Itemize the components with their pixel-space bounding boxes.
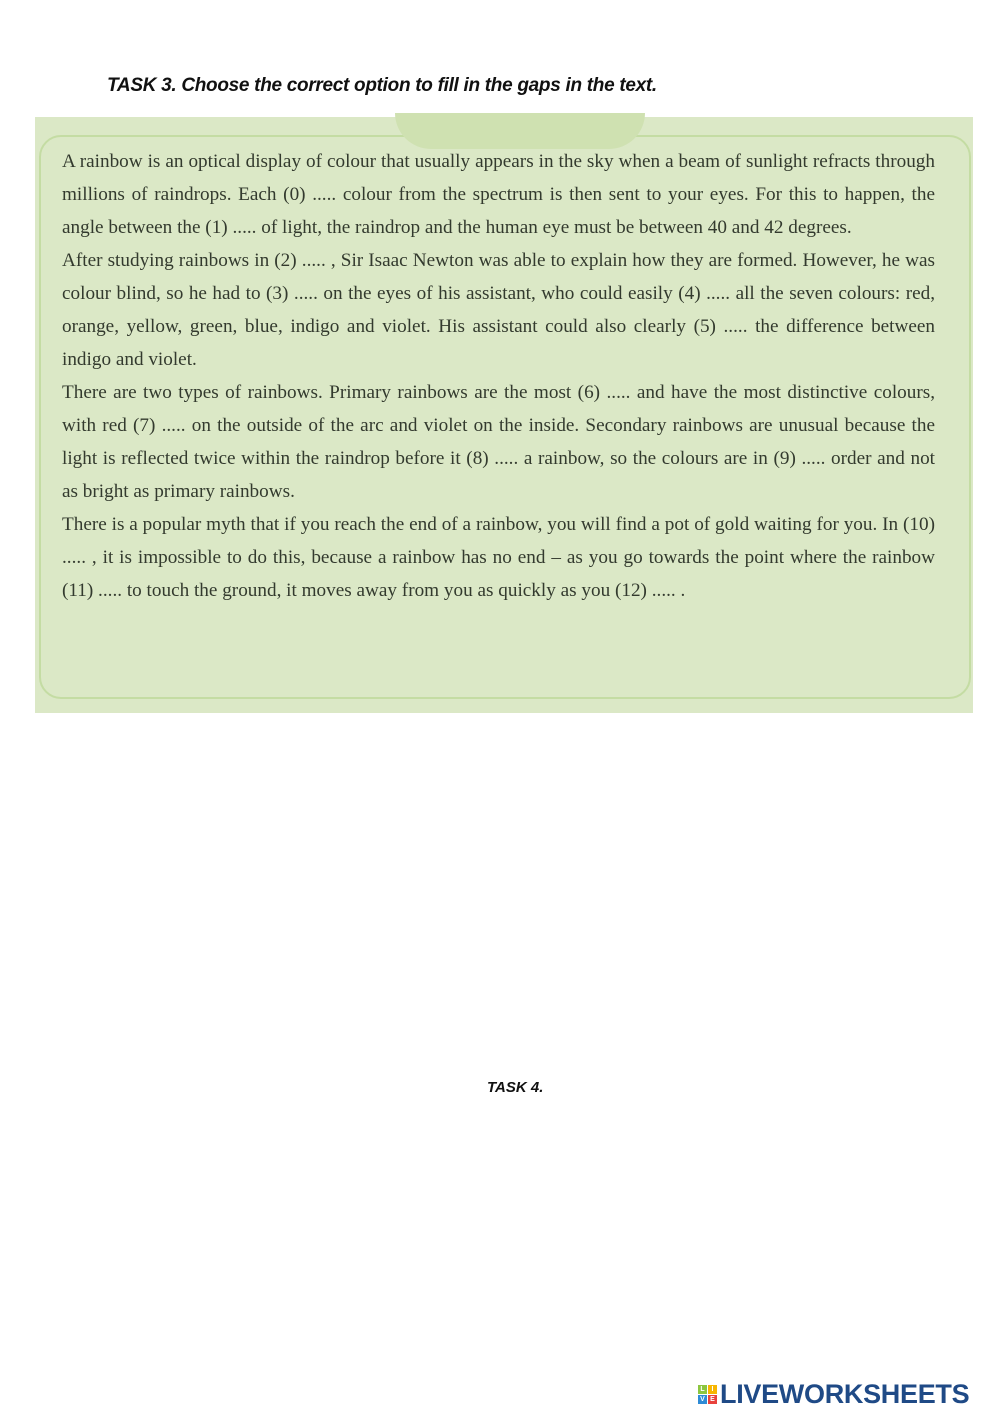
paragraph-1: A rainbow is an optical display of colour that usually appears in the sky when a beam of sunlight refracts through millions of raindrops. Each (0) ..... colour from the spectrum is then sent to your eyes. For this to happen, the angle between the (1) ..... of light, the raindrop and the human eye must be between 40 and 42 degrees.: [62, 151, 935, 238]
paragraph-4: There is a popular myth that if you reach the end of a rainbow, you will find a pot of gold waiting for you. In (10) ..... , it is impossible to do this, because a rainbow has no end – as you go towards the point where the rainbow (11) ..... to touch the ground, it moves away from you as quickly as you (12) ..... .: [62, 514, 935, 601]
reading-passage-image: [35, 117, 973, 713]
logo-letter: E: [708, 1395, 717, 1404]
logo-letter: L: [698, 1385, 707, 1394]
logo-text: LIVEWORKSHEETS: [720, 1379, 970, 1409]
paragraph-2: After studying rainbows in (2) ..... , Sir Isaac Newton was able to explain how they are formed. However, he was colour blind, so he had to (3) ..... on the eyes of his assistant, who could easily (4) ..... all the seven colours: red, orange, yellow, green, blue, indigo and violet. His assistant could also clearly (5) ..... the difference between indigo and violet.: [62, 250, 935, 370]
logo-grid-icon: [698, 1385, 717, 1404]
logo-letter: V: [698, 1395, 707, 1404]
passage-text: [62, 145, 935, 607]
task4-title: TASK 4.: [487, 1079, 544, 1096]
logo-letter: I: [708, 1385, 717, 1394]
paragraph-3: There are two types of rainbows. Primary rainbows are the most (6) ..... and have the most distinctive colours, with red (7) ..... on the outside of the arc and violet on the inside. Secondary rainbows are unusual because the light is reflected twice within the raindrop before it (8) ..... a rainbow, so the colours are in (9) ..... order and not as bright as primary rainbows.: [62, 382, 935, 502]
passage-title-tab: [395, 113, 645, 149]
liveworksheets-logo: [698, 1379, 969, 1410]
task3-title: TASK 3. Choose the correct option to fill in the gaps in the text.: [107, 75, 657, 96]
